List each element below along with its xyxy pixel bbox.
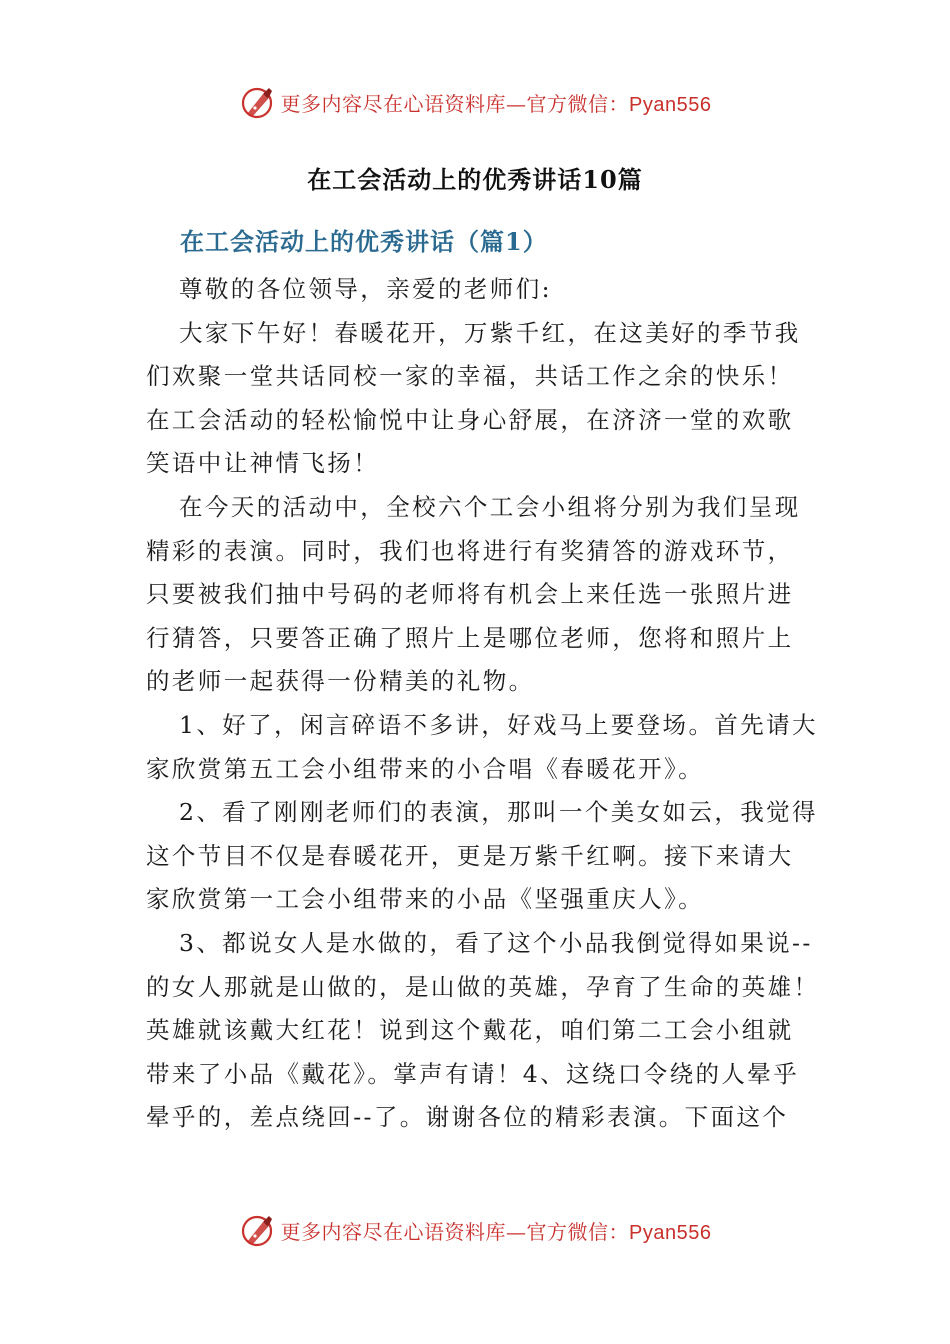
footer-banner [0,1208,950,1252]
text-line: 3、都说女人是水做的，看了这个小品我倒觉得如果说-- [179,928,813,957]
text-line: 1、好了，闲言碎语不多讲，好戏马上要登场。首先请大 [179,710,818,739]
text-line: 在今天的活动中，全校六个工会小组将分别为我们呈现 [179,492,801,521]
text-line: 们欢聚一堂共话同校一家的幸福，共话工作之余的快乐！ [146,362,794,391]
text-line: 只要被我们抽中号码的老师将有机会上来任选一张照片进 [146,580,794,609]
header-banner [0,80,950,124]
text-line: 晕乎的，差点绕回--了。谢谢各位的精彩表演。下面这个 [146,1103,789,1132]
text-line: 行猜答，只要答正确了照片上是哪位老师，您将和照片上 [146,623,794,652]
text-line: 英雄就该戴大红花！说到这个戴花，咱们第二工会小组就 [146,1016,794,1045]
pen-nib-logo-icon [239,84,275,120]
text-line: 的女人那就是山做的，是山做的英雄，孕育了生命的英雄！ [146,972,820,1001]
text-line: 家欣赏第一工会小组带来的小品《坚强重庆人》。 [146,885,705,914]
banner-text: 更多内容尽在心语资料库—官方微信：Pyan556 [280,91,712,116]
text-line: 精彩的表演。同时，我们也将进行有奖猜答的游戏环节， [146,536,794,565]
text-line: 笑语中让神情飞扬！ [146,449,380,478]
document-title: 在工会活动上的优秀讲话10篇 [307,165,643,194]
banner-handle: Pyan556 [629,93,712,116]
text-line: 尊敬的各位领导，亲爱的老师们: [179,275,552,303]
banner-text: 更多内容尽在心语资料库—官方微信：Pyan556 [280,1219,712,1244]
text-line: 这个节目不仅是春暖花开，更是万紫千红啊。接下来请大 [146,841,794,870]
text-line: 大家下午好！春暖花开，万紫千红，在这美好的季节我 [179,318,801,347]
section-heading: 在工会活动上的优秀讲话（篇1） [180,227,548,256]
text-line: 2、看了刚刚老师们的表演，那叫一个美女如云，我觉得 [179,798,818,827]
text-line: 家欣赏第五工会小组带来的小合唱《春暖花开》。 [146,754,705,783]
banner-handle: Pyan556 [629,1221,712,1244]
body-text [146,268,820,1140]
text-line: 的老师一起获得一份精美的礼物。 [146,667,535,696]
pen-nib-logo-icon [239,1212,275,1248]
text-line: 在工会活动的轻松愉悦中让身心舒展，在济济一堂的欢歌 [146,405,794,434]
text-line: 带来了小品《戴花》。掌声有请！4、这绕口令绕的人晕乎 [146,1059,800,1088]
